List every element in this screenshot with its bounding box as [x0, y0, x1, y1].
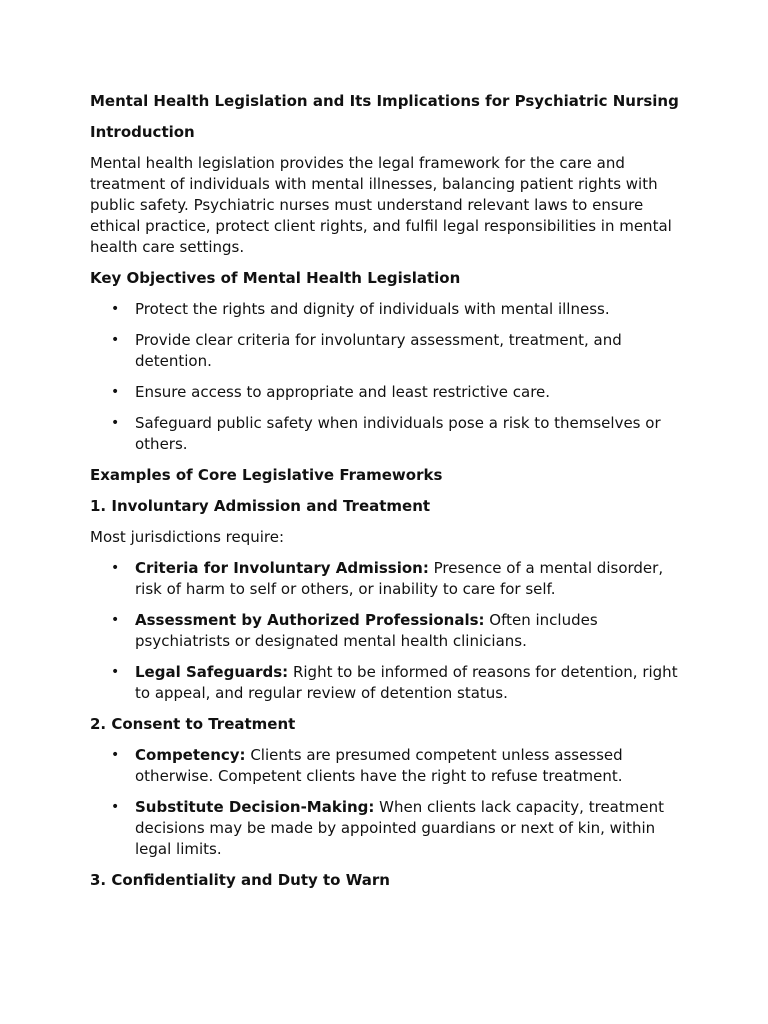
section1-list	[90, 558, 680, 704]
list-item	[90, 330, 680, 372]
bullet-icon: •	[111, 799, 120, 815]
document-title: Mental Health Legislation and Its Implications for Psychiatric Nursing	[90, 92, 679, 110]
list-item-lead: Assessment by Authorized Professionals:	[135, 611, 485, 629]
list-item	[90, 299, 680, 320]
section2-list	[90, 745, 680, 860]
section1-intro: Most jurisdictions require:	[90, 528, 285, 546]
list-item	[90, 413, 680, 455]
objectives-heading: Key Objectives of Mental Health Legislation	[90, 269, 461, 287]
list-item-lead: Substitute Decision-Making:	[135, 798, 375, 816]
bullet-icon: •	[111, 612, 120, 628]
bullet-icon: •	[111, 384, 120, 400]
intro-heading: Introduction	[90, 123, 195, 141]
frameworks-heading: Examples of Core Legislative Frameworks	[90, 466, 443, 484]
objectives-list	[90, 299, 680, 455]
list-item-lead: Legal Safeguards:	[135, 663, 289, 681]
intro-paragraph: Mental health legislation provides the legal framework for the care and treatment of individuals with mental illnesses, balancing patient rights with public safety. Psychiatric nurses must understand relevant laws to ensure ethical practice, protect client rights, and fulfil legal responsibilities in mental health care settings.	[90, 154, 672, 256]
bullet-icon: •	[111, 664, 120, 680]
list-item-text: Provide clear criteria for involuntary assessment, treatment, and detention.	[135, 331, 622, 370]
list-item	[90, 382, 680, 403]
bullet-icon: •	[111, 747, 120, 763]
list-item	[90, 558, 680, 600]
list-item-text: Protect the rights and dignity of individuals with mental illness.	[135, 300, 610, 318]
list-item	[90, 797, 680, 860]
bullet-icon: •	[111, 332, 120, 348]
section2-heading: 2. Consent to Treatment	[90, 715, 296, 733]
list-item-lead: Criteria for Involuntary Admission:	[135, 559, 429, 577]
list-item-text: When clients lack capacity, treatment decisions may be made by appointed guardians or next of kin, within legal limits.	[135, 798, 664, 858]
list-item-text: Often includes psychiatrists or designated mental health clinicians.	[135, 611, 598, 650]
bullet-icon: •	[111, 415, 120, 431]
list-item	[90, 662, 680, 704]
list-item-text: Clients are presumed competent unless assessed otherwise. Competent clients have the right to refuse treatment.	[135, 746, 623, 785]
list-item-text: Safeguard public safety when individuals pose a risk to themselves or others.	[135, 414, 661, 453]
list-item	[90, 745, 680, 787]
bullet-icon: •	[111, 301, 120, 317]
list-item-lead: Competency:	[135, 746, 246, 764]
list-item-text: Ensure access to appropriate and least restrictive care.	[135, 383, 551, 401]
list-item-text: Right to be informed of reasons for detention, right to appeal, and regular review of detention status.	[135, 663, 678, 702]
bullet-icon: •	[111, 560, 120, 576]
section1-heading: 1. Involuntary Admission and Treatment	[90, 497, 431, 515]
document-page	[90, 91, 680, 901]
section3-heading: 3. Confidentiality and Duty to Warn	[90, 871, 390, 889]
list-item	[90, 610, 680, 652]
list-item-text: Presence of a mental disorder, risk of harm to self or others, or inability to care for self.	[135, 559, 664, 598]
